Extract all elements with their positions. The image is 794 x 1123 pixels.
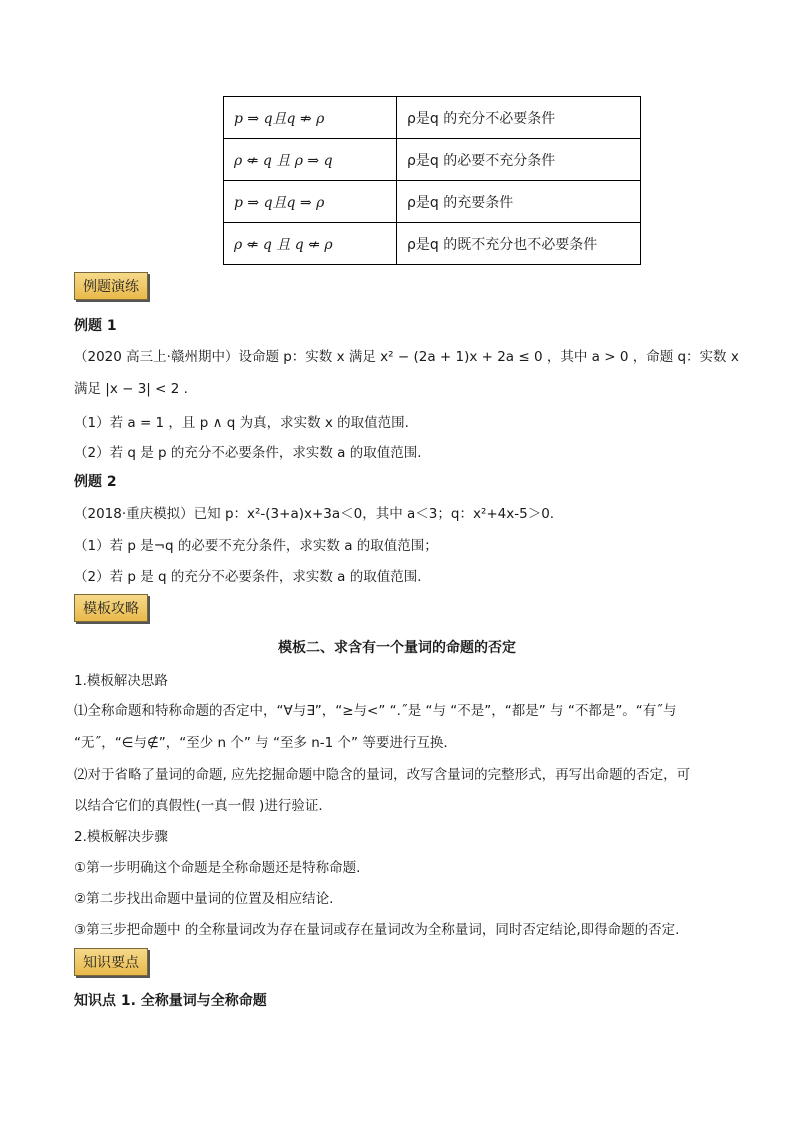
section-1-paragraph-2-line-1: ⑵对于省略了量词的命题, 应先挖掘命题中隐含的量词，改写含量词的完整形式，再写出命题的否定，可 <box>74 767 691 783</box>
table-cell-condition: p ⇒ q且q ⇏ ρ <box>224 97 397 139</box>
example-practice-tag: 例题演练 <box>74 272 148 300</box>
section-1-paragraph-1-line-1: ⑴全称命题和特称命题的否定中，“∀与∃”，“≥与<” “.˝是 “与 “不是”，“都是” 与 “不都是”。“有˝与 <box>74 703 677 719</box>
table-cell-conclusion: ρ是q 的充分不必要条件 <box>397 97 641 139</box>
table-cell-conclusion: ρ是q 的充要条件 <box>397 181 641 223</box>
table-cell-conclusion: ρ是q 的必要不充分条件 <box>397 139 641 181</box>
example-1-stem-line-1: （2020 高三上·赣州期中）设命题 p：实数 x 满足 x² − (2a + 1)x + 2a ≤ 0 ，其中 a > 0 ，命题 q：实数 x <box>74 349 739 365</box>
step-3: ③第三步把命题中 的全称量词改为存在量词或存在量词改为全称量词，同时否定结论,即得命题的否定. <box>74 922 680 938</box>
table-row <box>224 223 641 265</box>
section-2-title: 2.模板解决步骤 <box>74 829 168 845</box>
example-2-title: 例题 2 <box>74 474 117 490</box>
example-1-question-2: （2）若 q 是 p 的充分不必要条件，求实数 a 的取值范围. <box>74 445 422 461</box>
table-row <box>224 139 641 181</box>
example-1-stem-line-2: 满足 |x − 3| < 2 . <box>74 381 188 397</box>
table-row <box>224 181 641 223</box>
example-1-question-1: （1）若 a = 1 ，且 p ∧ q 为真，求实数 x 的取值范围. <box>74 415 409 431</box>
template-heading: 模板二、求含有一个量词的命题的否定 <box>278 640 516 656</box>
section-1-title: 1.模板解决思路 <box>74 673 168 689</box>
section-1-paragraph-1-line-2: “无˝，“∈与∉”，“至少 n 个” 与 “至多 n-1 个” 等要进行互换. <box>74 735 448 751</box>
example-1-title: 例题 1 <box>74 318 117 334</box>
knowledge-point-1-title: 知识点 1. 全称量词与全称命题 <box>74 993 267 1009</box>
knowledge-points-tag: 知识要点 <box>74 948 148 976</box>
example-2-stem: （2018·重庆模拟）已知 p：x²-(3+a)x+3a＜0，其中 a＜3；q：x²+4x-5＞0. <box>74 506 555 522</box>
table-cell-condition: ρ ⇍ q 且 q ⇍ ρ <box>224 223 397 265</box>
section-1-paragraph-2-line-2: 以结合它们的真假性(一真一假 )进行验证. <box>74 798 323 814</box>
step-2: ②第二步找出命题中量词的位置及相应结论. <box>74 891 334 907</box>
example-2-question-2: （2）若 p 是 q 的充分不必要条件，求实数 a 的取值范围. <box>74 569 422 585</box>
condition-table <box>223 96 641 265</box>
table-row <box>224 97 641 139</box>
table-cell-condition: p ⇒ q且q ⇒ ρ <box>224 181 397 223</box>
template-strategy-tag: 模板攻略 <box>74 594 148 622</box>
example-2-question-1: （1）若 p 是¬q 的必要不充分条件，求实数 a 的取值范围； <box>74 538 438 554</box>
table-cell-conclusion: ρ是q 的既不充分也不必要条件 <box>397 223 641 265</box>
table-cell-condition: ρ ⇍ q 且 ρ ⇒ q <box>224 139 397 181</box>
step-1: ①第一步明确这个命题是全称命题还是特称命题. <box>74 860 361 876</box>
